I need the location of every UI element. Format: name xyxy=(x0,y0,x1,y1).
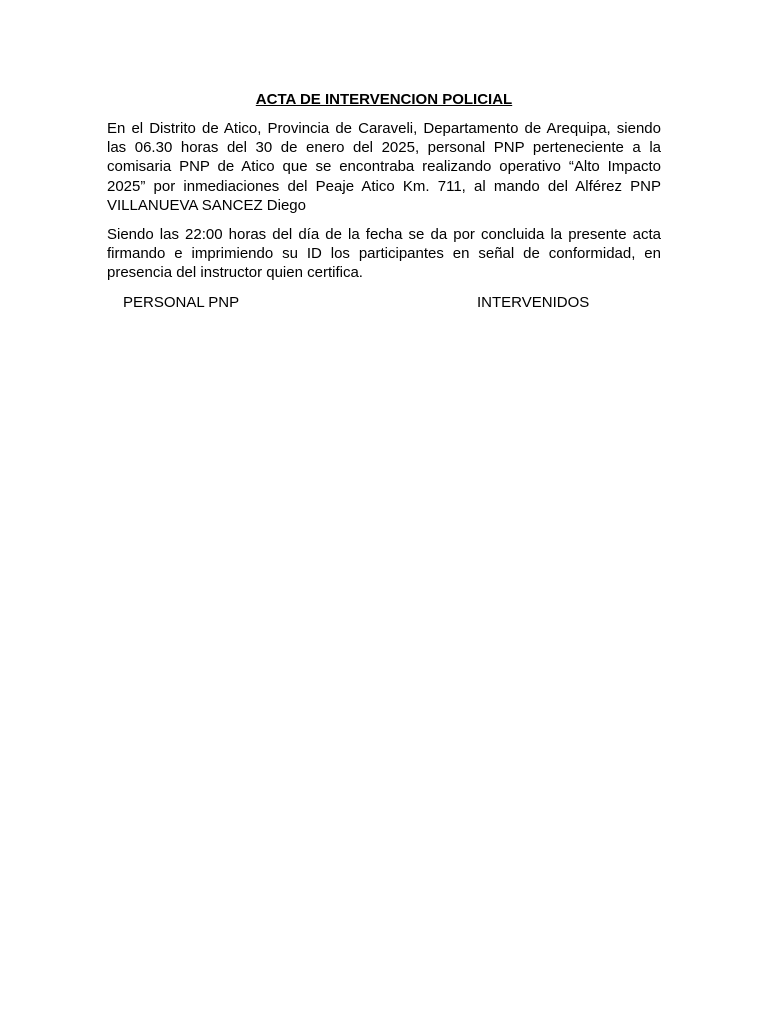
document-body xyxy=(107,90,661,313)
signature-label-intervenidos: INTERVENIDOS xyxy=(477,293,590,311)
paragraph-conclusion: Siendo las 22:00 horas del día de la fecha se da por concluida la presente acta firmando e imprimiendo su ID los participantes en señal de conformidad, en presencia del instructor quien certifica. xyxy=(107,226,661,282)
signature-section xyxy=(107,293,661,313)
signature-label-personal-pnp: PERSONAL PNP xyxy=(123,293,240,311)
document-title: ACTA DE INTERVENCION POLICIAL xyxy=(255,91,513,108)
paragraph-intervention: En el Distrito de Atico, Provincia de Caraveli, Departamento de Arequipa, siendo las 06.30 horas del 30 de enero del 2025, personal PNP perteneciente a la comisaria PNP de Atico que se encontraba realizando operativo “Alto Impacto 2025” por inmediaciones del Peaje Atico Km. 711, al mando del Alférez PNP VILLANUEVA SANCEZ Diego xyxy=(107,120,661,214)
